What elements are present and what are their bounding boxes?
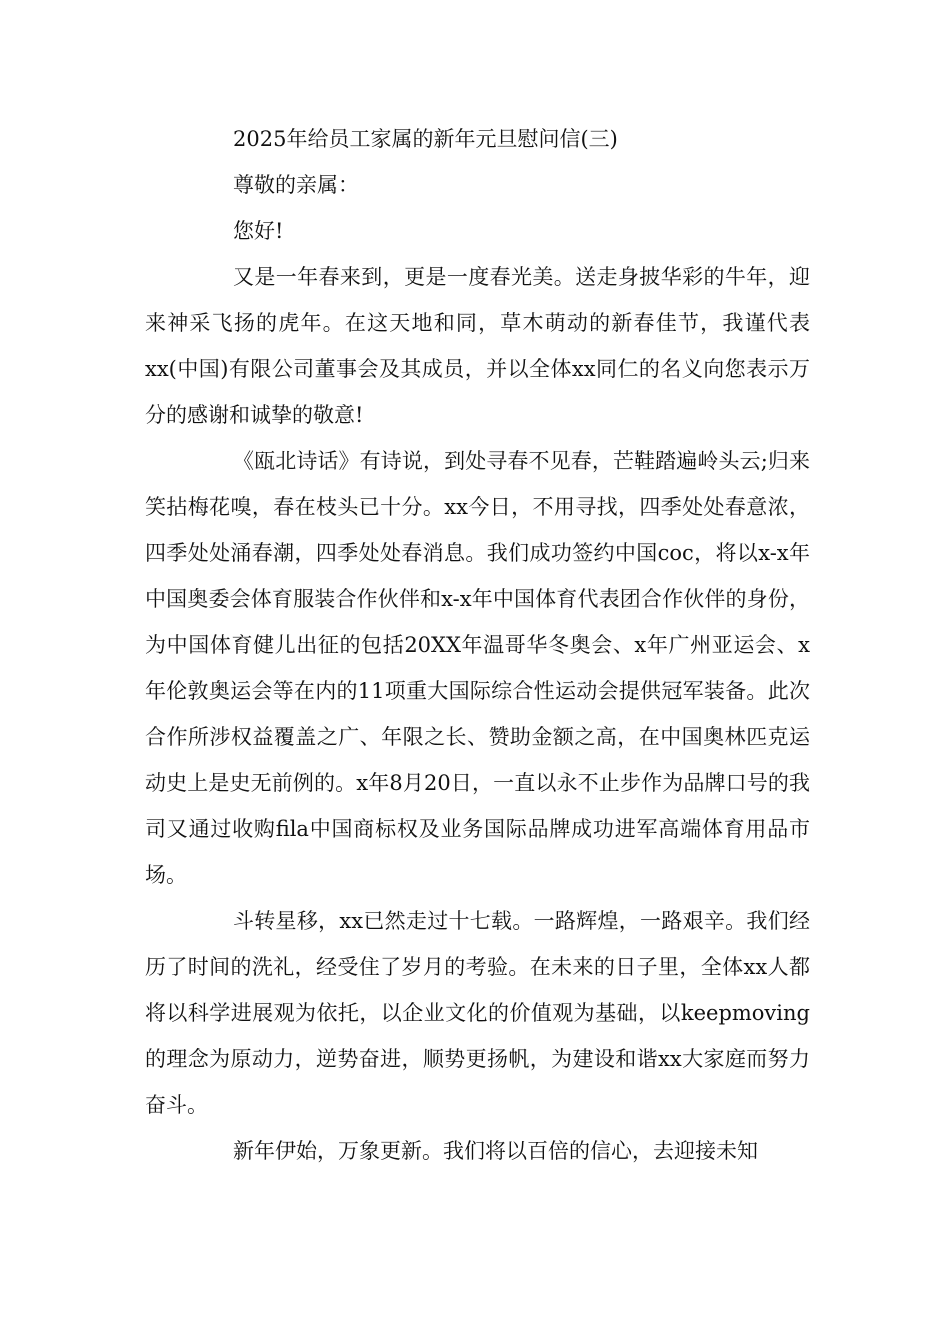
letter-page	[145, 116, 810, 1174]
paragraph-4: 新年伊始，万象更新。我们将以百倍的信心，去迎接未知	[233, 1139, 758, 1163]
letter-greeting: 您好!	[233, 219, 284, 243]
letter-title: 2025年给员工家属的新年元旦慰问信(三)	[233, 127, 618, 151]
paragraph-1: 又是一年春来到，更是一度春光美。送走身披华彩的牛年，迎来神采飞扬的虎年。在这天地和同，草木萌动的新春佳节，我谨代表xx(中国)有限公司董事会及其成员，并以全体xx同仁的名义向您表示万分的感谢和诚挚的敬意!	[145, 265, 810, 427]
letter-salutation: 尊敬的亲属：	[233, 173, 359, 197]
paragraph-3: 斗转星移，xx已然走过十七载。一路辉煌，一路艰辛。我们经历了时间的洗礼，经受住了岁月的考验。在未来的日子里，全体xx人都将以科学进展观为依托，以企业文化的价值观为基础，以keepmoving的理念为原动力，逆势奋进，顺势更扬帆，为建设和谐xx大家庭而努力奋斗。	[145, 909, 810, 1117]
paragraph-2: 《瓯北诗话》有诗说，到处寻春不见春，芒鞋踏遍岭头云;归来笑拈梅花嗅，春在枝头已十分。xx今日，不用寻找，四季处处春意浓，四季处处涌春潮，四季处处春消息。我们成功签约中国coc，将以x-x年中国奥委会体育服装合作伙伴和x-x年中国体育代表团合作伙伴的身份，为中国体育健儿出征的包括20XX年温哥华冬奥会、x年广州亚运会、x年伦敦奥运会等在内的11项重大国际综合性运动会提供冠军装备。此次合作所涉权益覆盖之广、年限之长、赞助金额之高，在中国奥林匹克运动史上是史无前例的。x年8月20日，一直以永不止步作为品牌口号的我司又通过收购fila中国商标权及业务国际品牌成功进军高端体育用品市场。	[145, 449, 810, 887]
